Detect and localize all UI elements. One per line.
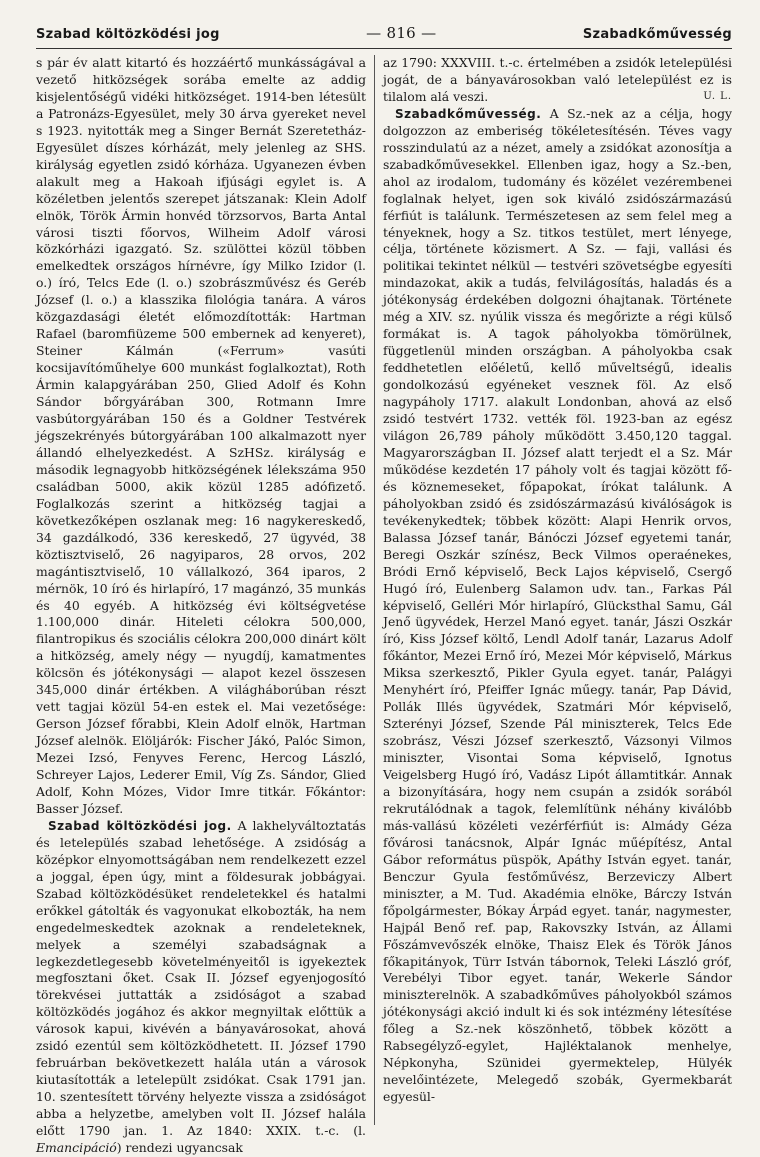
entry-title-szabad-koltozkodesi-jog: Szabad költözködési jog. — [48, 818, 232, 833]
left-column — [36, 55, 374, 1155]
left-paragraph-2 — [36, 818, 366, 1157]
page-number: — 816 — — [366, 24, 437, 42]
right-column — [374, 55, 732, 1125]
right-paragraph-1 — [383, 55, 732, 106]
right-paragraph-2 — [383, 106, 732, 1106]
text-columns — [36, 55, 732, 1155]
continuation-text: az 1790: XXXVIII. t.-c. értelmében a zsidók letelepülési jogát, de a bányavárosokban való letelepülést ez is tilalom alá veszi. — [383, 55, 732, 104]
page-header — [36, 24, 732, 46]
running-head-left: Szabad költözködési jog — [36, 27, 220, 42]
entry-title-szabadkomuvesseg: Szabadkőművesség. — [395, 106, 542, 121]
header-rule — [36, 48, 732, 49]
author-signature: U. L. — [703, 90, 732, 102]
entry-text-a: A lakhelyváltoztatás és letelepülés szabad lehetősége. A zsidóság a középkor elnyomottságában nem rendelkezett ezzel a joggal, épen úgy, mint a földesurak jobbágyai. Szabad költözködésüket rendeletekkel és hatalmi erőkkel gátolták és vagyonukat elkobozták, ha nem engedelmeskedtek azoknak a rendeleteknek, melyek a személyi szabadságnak a legkezdetlegesebb követelményeitől is igyekeztek megfosztani őket. Csak II. József egyenjogosító törekvései juttatták a zsidóságot a szabad költözködés jogához és akkor megnyiltak előttük a városok kapui, kivévén a bányavárosokat, ahová zsidó ezentúl sem költözködhetett. II. József 1790 februárban bekövetkezett halála után a városok kiutasították a letelepült zsidókat. Csak 1791 jan. 10. szentesített törvény helyezte vissza a zsidóságot abba a helyzetbe, amelyben volt II. József halála előtt 1790 jan. 1. Az 1840: XXIX. t.-c. (l. — [36, 817, 367, 1139]
running-head-right: Szabadkőművesség — [582, 27, 732, 42]
entry-text-szabadkomuvesseg: A Sz.-nek az a célja, hogy dolgozzon az emberiség tökéletesítésén. Téves vagy rosszindulatú az a nézet, amely a zsidókat azonosítja a szabadkőművesekkel. Ellenben igaz, hogy a Sz.-ben, ahol az irodalom, tudomány és közélet vezérembenei foglalnak helyet, igen sok kiváló zsidószármazású férfiút is találunk. Természetesen az sem felel meg a tényeknek, hogy a Sz. titkos testület, mert lényege, célja, története közismert. A Sz. — faji, vallási és politikai tekintet nélkül — testvéri szövetségbe egyesíti mindazokat, akik a tudás, felvilágosítás, haladás és a jótékonyság érdekében dolgozni óhajtanak. Története még a XIV. sz. nyúlik vissza és megőrizte a régi külső formákat is. A tagok páholyokba tömörülnek, függetlenül minden országban. A páholyokba csak feddhetetlen előéletű, kellő műveltségű, idealis gondolkozású egyéneket vesznek föl. Az első nagypáholy 1717. alakult Londonban, ahová az első zsidó testvért 1732. vették föl. 1923-ban az egész világon 26,789 páholy működött 3.450,120 taggal. Magyarországban II. József alatt terjedt el a Sz. Már működése kezdetén 17 páholy volt és tagjai között fő- és köznemeseket, főpapokat, írókat találunk. A páholyokban zsidó és zsidószármazású kiválóságok is tevékenykedtek; többek között: Alapi Henrik orvos, Balassa József tanár, Bánóczi József egyetemi tanár, Beregi Oszkár színész, Beck Vilmos operaénekes, Bródi Ernő képviselő, Beck Lajos képviselő, Csergő Hugó író, Eulenberg Salamon udv. tan., Farkas Pál képviselő, Gelléri Mór hirlapíró, Glücksthal Samu, Gál Jenő ügyvédek, Herzel Manó egyet. tanár, Jászi Oszkár író, Kiss József költő, Lendl Adolf tanár, Lazarus Adolf főkántor, Mezei Ernő író, Mezei Mór képviselő, Márkus Miksa szerkesztő, Pikler Gyula egyet. tanár, Palágyi Menyhért író, Pfeiffer Ignác műegy. tanár, Pap Dávid, Pollák Illés ügyvédek, Szatmári Mór képviselő, Szterényi József, Szende Pál miniszterek, Telcs Ede szobrász, Vészi József szerkesztő, Vázsonyi Vilmos miniszter, Visontai Soma képviselő, Ignotus Veigelsberg Hugó író, Vadász Lipót államtitkár. Annak a bizonyítására, hogy nem csupán a zsidók sorából rekrutálódnak a tagok, felemlítünk néhány kiválóbb más-vallású közéleti vezérférfiút is: Almády Géza fővárosi tanácsnok, Alpár Ignác műépítész, Antal Gábor református püspök, Apáthy István egyet. tanár, Benczur Gyula festőművész, Berzeviczy Albert miniszter, a M. Tud. Akadémia elnöke, Bárczy István főpolgármester, Bókay Árpád egyet. tanár, nagymester, Hajpál Benő ref. pap, Rakovszky István, az Állami Főszámvevőszék elnöke, Thaisz Elek és Török János főkapitányok, Türr István tábornok, Teleki László gróf, Verebélyi Tibor egyet. tanár, Wekerle Sándor miniszterelnök. A szabadkőműves páholyokból számos jótékonysági akció indult ki és sok intézmény létesítése főleg a Sz.-nek köszönhető, többek között a Rabsegélyző-egylet, Hajléktalanok menhelye, Népkonyha, Szünidei gyermektelep, Hülyék nevelőintézete, Melegedő szobák, Gyermekbarát egyesül- — [383, 105, 732, 1105]
entry-text-b: ) rendezi ugyancsak — [116, 1140, 243, 1155]
left-paragraph-1: s pár év alatt kitartó és hozzáértő munkásságával a vezető hitközségek sorába emelte az addig kisjelentőségű vidéki hitközséget. 1914-ben létesült a Patronázs-Egyesület, mely 30 árva gyereket nevel s 1923. nyitották meg a Singer Bernát Szeretetház-Egyesület díszes kórházát, mely jelenleg az SHS. királyság egyetlen zsidó kórháza. Ugyanezen évben alakult meg a Hakoah ifjúsági egylet is. A közéletben jelentős szerepet játszanak: Klein Adolf elnök, Török Ármin honvéd törzsorvos, Barta Antal városi tiszti főorvos, Wilheim Adolf városi közkórházi igazgató. Sz. szülöttei közül többen emelkedtek országos hírnévre, így Milko Izidor (l. o.) író, Telcs Ede (l. o.) szobrászművész és Geréb József (l. o.) a klasszika filológia tanára. A város közgazdasági életét előmozdították: Hartman Rafael (baromfiüzeme 500 embernek ad kenyeret), Steiner Kálmán («Ferrum» vasúti kocsijavítóműhelye 600 munkást foglalkoztat), Roth Ármin kalapgyárában 250, Glied Adolf és Kohn Sándor bőrgyárában 300, Rotmann Imre vasbútorgyárában 150 és a Goldner Testvérek jégszekrényés bútorgyárában 100 alkalmazott nyer állandó elhelyezkedést. A SzHSz. királyság e második legnagyobb hitközségének lélekszáma 950 családban 5000, akik közül 1285 adófizető. Foglalkozás szerint a hitközség tagjai a következőképen oszlanak meg: 16 nagykereskedő, 34 gazdálkodó, 336 kereskedő, 27 ügyvéd, 38 köztisztviselő, 26 nagyiparos, 28 orvos, 202 magántisztviselő, 10 vállalkozó, 364 iparos, 2 mérnök, 10 író és hirlapíró, 17 magánzó, 35 munkás és 40 egyéb. A hitközség évi költségvetése 1.100,000 dinár. Hiteleti célokra 500,000, filantropikus és szociális célokra 200,000 dinárt költ a hitközség, amely négy — nyugdíj, kamatmentes kölcsön és jótékonysági — alapot kezel összesen 345,000 dinár értékben. A világháborúban részt vett tagjai közül 54-en estek el. Mai vezetősége: Gerson József főrabbi, Klein Adolf elnök, Hartman József alelnök. Elöljárók: Fischer Jákó, Palóc Simon, Mezei Izsó, Fenyves Ferenc, Hercog László, Schreyer Lajos, Lederer Emil, Víg Zs. Sándor, Glied Adolf, Kohn Mózes, Vidor Imre titkár. Főkántor: Basser József. — [36, 55, 366, 816]
entry-text-italic: Emancipáció — [36, 1140, 117, 1155]
